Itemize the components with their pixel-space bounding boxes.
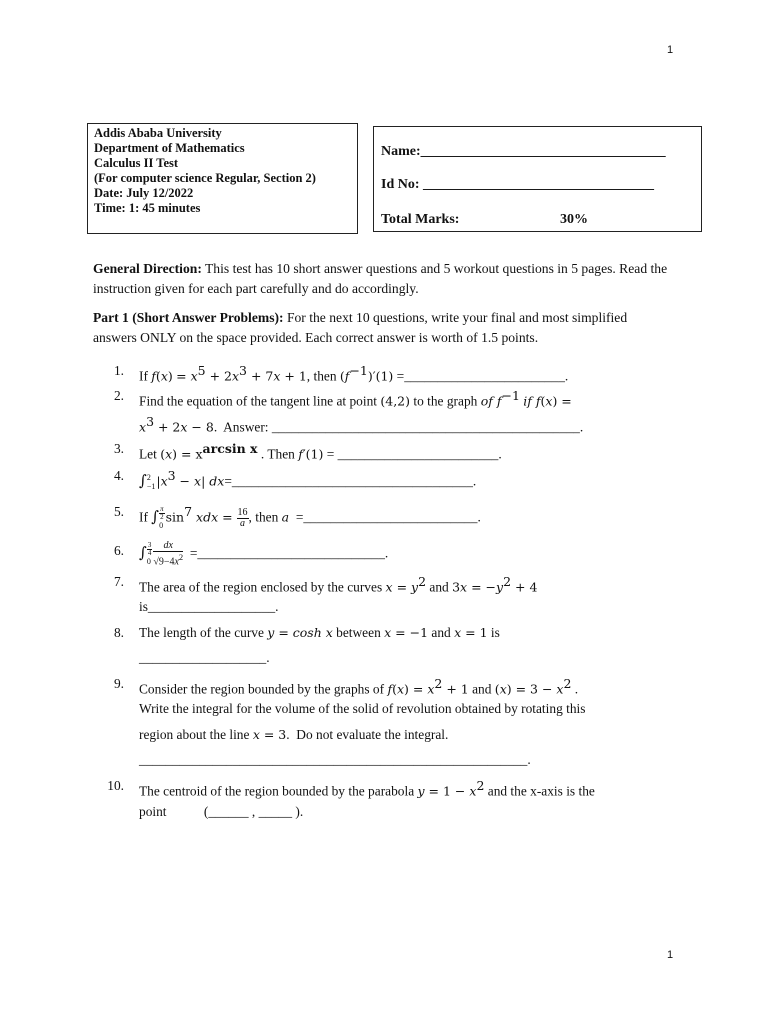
integral-sign: ∫ [139, 543, 147, 562]
question-number: 1. [113, 363, 124, 378]
integral-sign: ∫ [151, 507, 160, 526]
answer-blank[interactable]: =____________________________________. [224, 473, 477, 489]
math-expression: x [385, 579, 393, 595]
question-9-line3: region about the line x = 3. Do not evaluate the integral. [139, 727, 449, 742]
question-9-answer [139, 750, 739, 769]
question-number: 6. [113, 543, 124, 558]
question-number: 9. [113, 676, 124, 691]
total-marks-value: 30% [560, 212, 588, 227]
question-2-cont: $x^3 + 2x - 8$. Answer: ______________________________________________. [139, 414, 584, 435]
total-marks-label: Total Marks: [381, 212, 460, 227]
header-info-box [87, 123, 358, 234]
question-number: 7. [113, 574, 124, 589]
question-number: 5. [113, 504, 124, 519]
math-expression: f [387, 681, 393, 697]
answer-blank[interactable]: = ________________________. [326, 446, 502, 462]
student-id-box [373, 126, 702, 232]
answer-blank[interactable]: =________________________. [396, 368, 569, 384]
answer-blank[interactable]: ___________________. [139, 650, 270, 665]
general-direction-label: General Direction: [93, 261, 202, 276]
part1-text: For the next 10 questions, write your final and most simplified answers ONLY on the space provided. Each correct answer is worth of 1.5 points. [93, 310, 628, 345]
university-name: Addis Ababa University [94, 126, 222, 140]
question-7-cont [139, 597, 739, 616]
page-number-top: 1 [667, 44, 674, 56]
general-direction-text: This test has 10 short answer questions and 5 workout questions in 5 pages. Read the instruction given for each part carefully and do accordingly. [93, 261, 668, 296]
id-blank[interactable]: _________________________________ [423, 177, 655, 192]
test-section: (For computer science Regular, Section 2) [94, 171, 316, 185]
general-direction [93, 259, 673, 299]
part1-label: Part 1 (Short Answer Problems): [93, 310, 284, 325]
math-expression: y [417, 783, 425, 799]
question-number: 8. [113, 625, 124, 640]
question-10-cont: point (______ , _____ ). [139, 804, 304, 819]
answer-blank[interactable]: __________________________________________________________. [139, 752, 531, 767]
name-label: Name: [381, 144, 421, 159]
test-time: Time: 1: 45 minutes [94, 201, 201, 215]
answer-blank[interactable]: Answer: ______________________________________________. [223, 419, 584, 435]
math-expression: y [267, 625, 275, 640]
math-expression: f [151, 368, 156, 384]
id-row [381, 177, 654, 193]
part1-intro [93, 308, 673, 348]
question-number: 10. [107, 778, 124, 793]
question-9-line2: Write the integral for the volume of the solid of revolution obtained by rotating this [139, 701, 586, 716]
id-label: Id No: [381, 177, 420, 192]
name-blank[interactable]: ___________________________________ [420, 144, 666, 159]
page-number-bottom: 1 [667, 949, 674, 961]
question-8-cont [139, 648, 739, 667]
answer-blank[interactable]: =____________________________. [189, 545, 389, 561]
question-number: 3. [113, 441, 124, 456]
answer-blank[interactable]: (______ , _____ ). [203, 804, 304, 819]
test-title: Calculus II Test [94, 156, 179, 170]
math-expression: (4,2) [380, 393, 411, 409]
answer-blank[interactable]: is___________________. [139, 599, 279, 614]
total-row [381, 212, 588, 228]
integral-sign: ∫ [139, 471, 147, 490]
department-name: Department of Mathematics [94, 141, 245, 155]
question-number: 4. [113, 468, 124, 483]
question-number: 2. [113, 388, 124, 403]
test-date: Date: July 12/2022 [94, 186, 194, 200]
name-row [381, 144, 666, 160]
math-expression: ( [160, 446, 166, 462]
answer-blank[interactable]: =__________________________. [295, 509, 481, 525]
